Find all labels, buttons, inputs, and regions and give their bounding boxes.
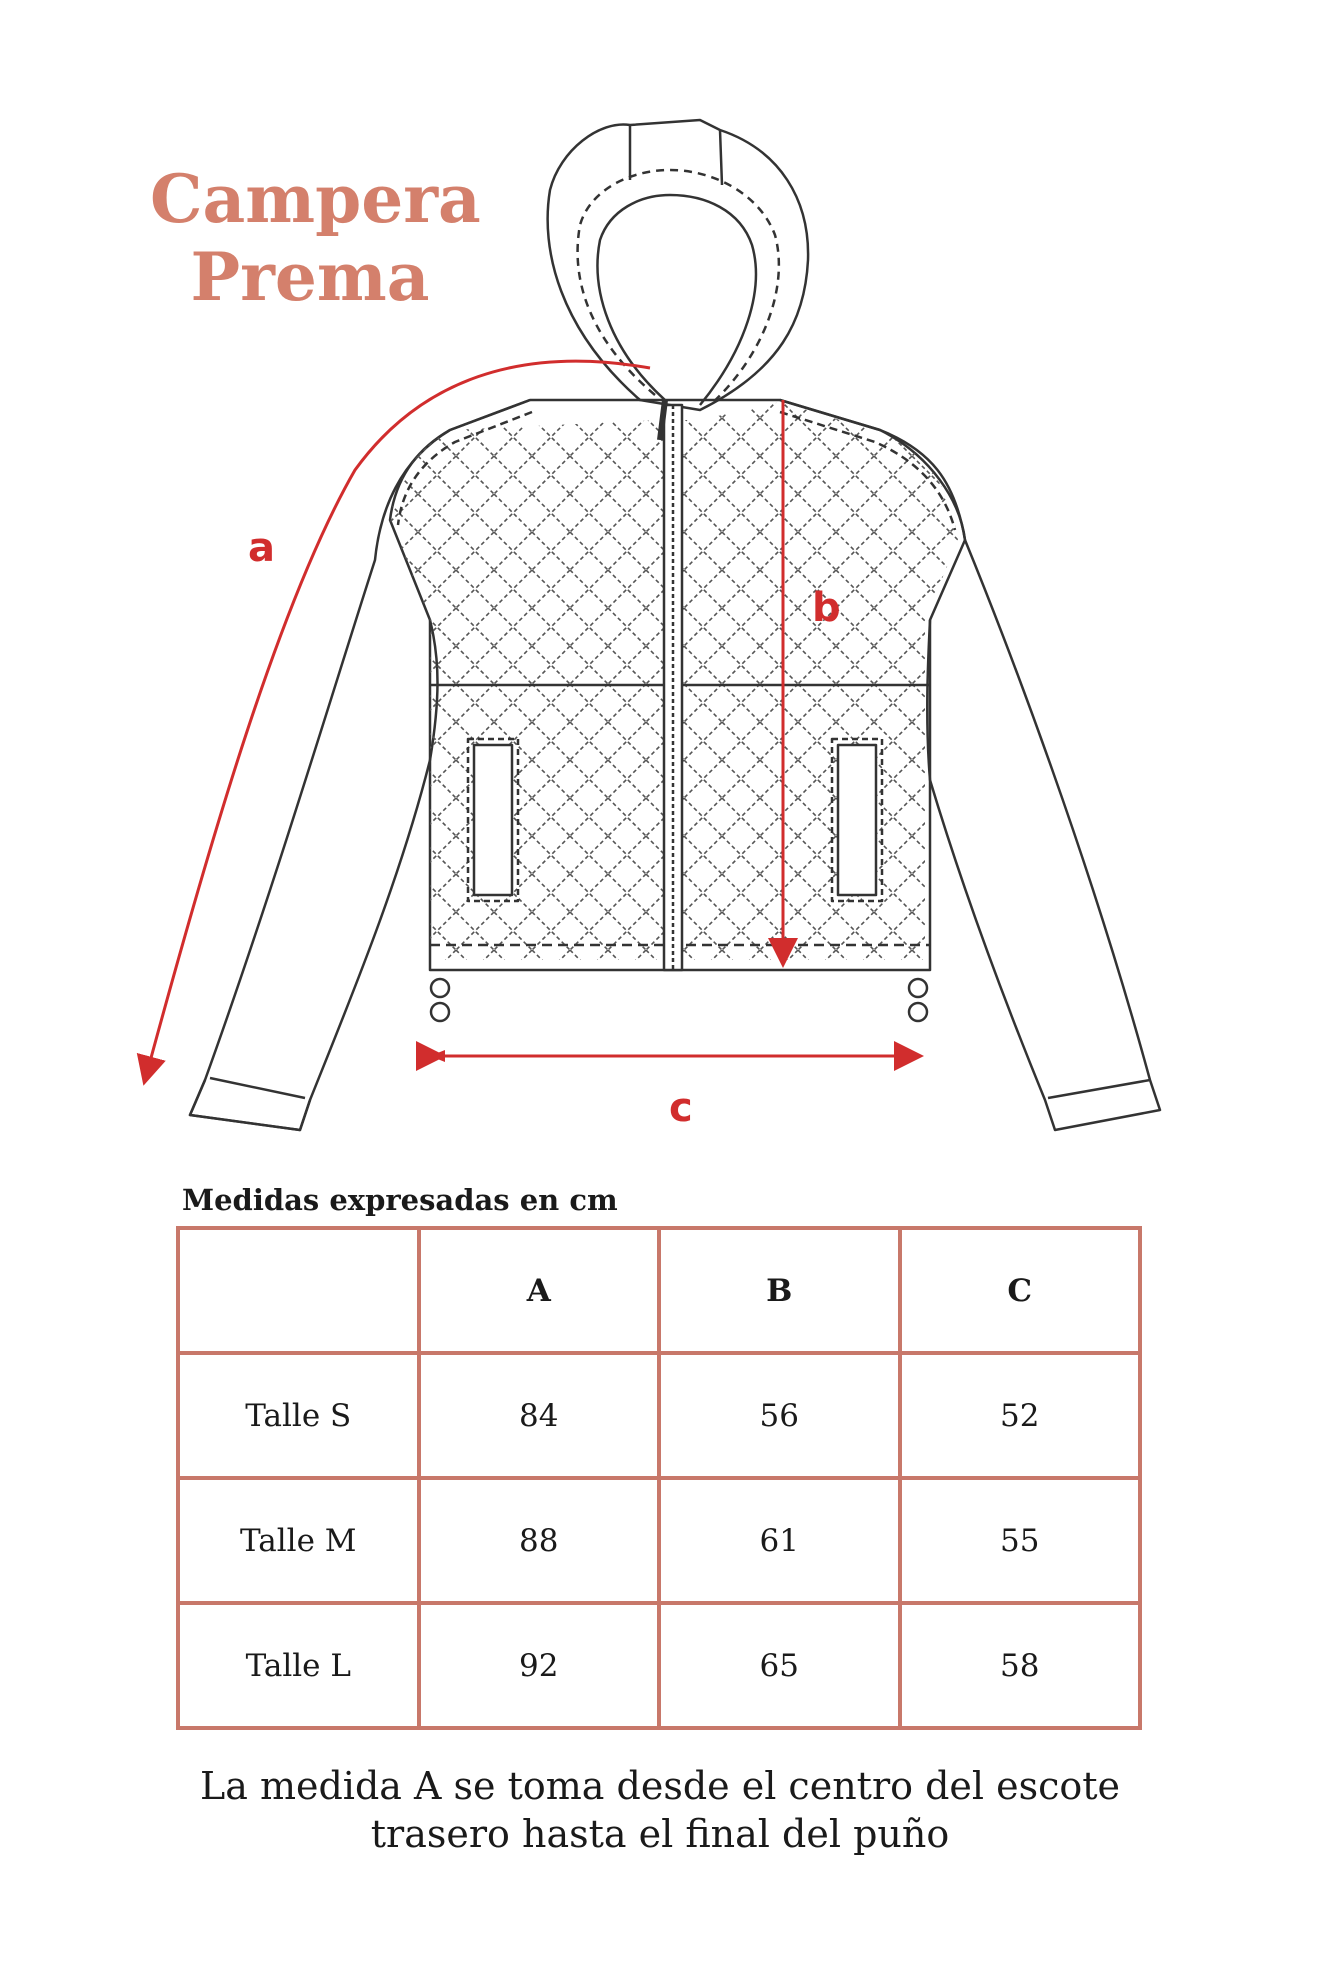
dimension-label-a: a	[248, 525, 275, 571]
measurement-note-line2: trasero hasta el final del puño	[370, 1812, 950, 1856]
table-caption: Medidas expresadas en cm	[182, 1183, 618, 1217]
value-c: 55	[900, 1478, 1141, 1603]
value-b: 56	[659, 1353, 900, 1478]
left-pocket	[474, 745, 512, 895]
header-c: C	[900, 1228, 1141, 1353]
size-label: Talle L	[178, 1603, 419, 1728]
right-hem-toggle	[909, 979, 927, 997]
hood-seam	[578, 170, 779, 405]
size-label: Talle S	[178, 1353, 419, 1478]
header-b: B	[659, 1228, 900, 1353]
value-c: 58	[900, 1603, 1141, 1728]
table-header-row	[178, 1228, 1140, 1353]
left-hem-toggle	[431, 979, 449, 997]
right-cuff-seam	[1048, 1080, 1150, 1098]
value-a: 84	[419, 1353, 660, 1478]
measurement-note	[120, 1762, 1200, 1858]
dimension-label-c: c	[669, 1085, 693, 1131]
value-a: 88	[419, 1478, 660, 1603]
left-cuff-seam	[210, 1078, 305, 1098]
header-a: A	[419, 1228, 660, 1353]
value-a: 92	[419, 1603, 660, 1728]
size-table	[176, 1226, 1142, 1730]
product-title-line2: Prema	[190, 238, 430, 316]
hood-inner	[598, 195, 756, 405]
right-pocket	[838, 745, 876, 895]
product-title-line1: Campera	[150, 160, 481, 238]
hood-outer	[548, 120, 808, 410]
dimension-label-b: b	[812, 585, 841, 631]
table-row	[178, 1603, 1140, 1728]
table-row	[178, 1478, 1140, 1603]
header-empty	[178, 1228, 419, 1353]
table-row	[178, 1353, 1140, 1478]
value-b: 65	[659, 1603, 900, 1728]
measurement-note-line1: La medida A se toma desde el centro del escote	[199, 1764, 1121, 1808]
value-c: 52	[900, 1353, 1141, 1478]
value-b: 61	[659, 1478, 900, 1603]
size-label: Talle M	[178, 1478, 419, 1603]
hood-top-band	[630, 125, 722, 185]
